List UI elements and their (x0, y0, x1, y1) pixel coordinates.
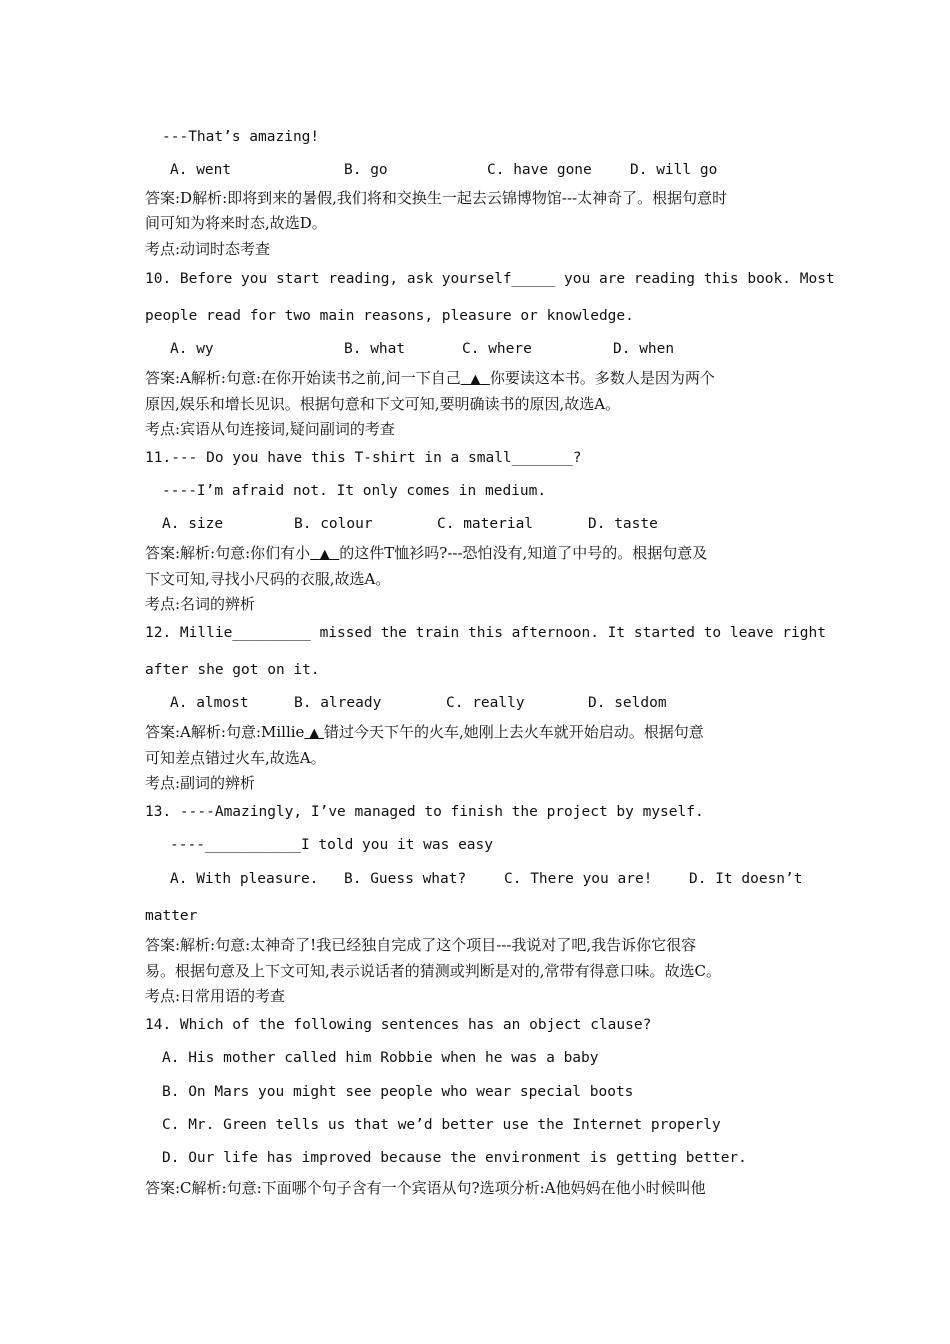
q11-answer-line-1 (145, 543, 707, 565)
q14-answer-line-1: 答案:C解析:句意:下面哪个句子含有一个宾语从句?选项分析:A他妈妈在他小时候叫他 (145, 1179, 706, 1197)
q9-answer-line-2: 间可知为将来时态,故选D。 (145, 214, 327, 232)
answer-lead: 答案:A解析:句意:Millie (145, 723, 305, 741)
q14-option-c: C. Mr. Green tells us that we’d better use the Internet properly (162, 1117, 721, 1133)
q9-answer-line-1: 答案:D解析:即将到来的暑假,我们将和交换生一起去云锦博物馆---太神奇了。根据句意时 (145, 189, 728, 207)
q12-option-d: D. seldom (588, 695, 667, 711)
blank-triangle-icon: ▲ (470, 372, 481, 387)
q11-option-a: A. size (162, 516, 224, 532)
q11-stem-line-2: ----I’m afraid not. It only comes in medium. (162, 483, 547, 499)
q10-stem-line-2: people read for two main reasons, pleasure or knowledge. (145, 308, 634, 324)
q9-reply: ---That’s amazing! (162, 129, 320, 145)
q10-option-b: B. what (344, 341, 406, 357)
answer-rest: 你要读这本书。多数人是因为两个 (489, 369, 715, 387)
q13-option-b: B. Guess what? (344, 871, 467, 887)
q13-answer-line-2: 易。根据句意及上下文可知,表示说话者的猜测或判断是对的,常带有得意口味。故选C。 (145, 962, 722, 980)
q13-point: 考点:日常用语的考查 (145, 987, 286, 1005)
q11-option-c: C. material (437, 516, 534, 532)
answer-lead: 答案:A解析:句意:在你开始读书之前,问一下自己 (145, 369, 461, 387)
q9-option-b: B. go (344, 162, 388, 178)
q12-option-b: B. already (294, 695, 382, 711)
q9-point: 考点:动词时态考查 (145, 240, 271, 258)
q13-stem-line-2: ----___________I told you it was easy (170, 837, 494, 853)
q12-option-a: A. almost (170, 695, 249, 711)
q13-answer-line-1: 答案:解析:句意:太神奇了!我已经独自完成了这个项目---我说对了吧,我告诉你它很容 (145, 936, 697, 954)
q12-option-c: C. really (446, 695, 525, 711)
q13-option-d: D. It doesn’t (689, 871, 803, 887)
q10-option-a: A. wy (170, 341, 214, 357)
q14-option-b: B. On Mars you might see people who wear special boots (162, 1084, 634, 1100)
q11-stem-line-1: 11.--- Do you have this T-shirt in a small_______? (145, 450, 582, 466)
q13-option-a: A. With pleasure. (170, 871, 319, 887)
q14-option-a: A. His mother called him Robbie when he was a baby (162, 1050, 599, 1066)
q12-stem-line-2: after she got on it. (145, 662, 320, 678)
q11-point: 考点:名词的辨析 (145, 595, 256, 613)
q11-option-b: B. colour (294, 516, 373, 532)
q9-option-a: A. went (170, 162, 232, 178)
q10-answer-line-2: 原因,娱乐和增长见识。根据句意和下文可知,要明确读书的原因,故选A。 (145, 395, 621, 413)
q10-point: 考点:宾语从句连接词,疑问副词的考查 (145, 420, 395, 438)
blank-triangle-icon: ▲ (319, 547, 330, 562)
answer-rest: 错过今天下午的火车,她刚上去火车就开始启动。根据句意 (323, 723, 704, 741)
q14-stem-line-1: 14. Which of the following sentences has an object clause? (145, 1017, 652, 1033)
blank-triangle-icon: ▲ (309, 726, 320, 741)
q12-stem-line-1: 12. Millie_________ missed the train this afternoon. It started to leave right (145, 625, 826, 641)
q12-point: 考点:副词的辨析 (145, 774, 256, 792)
q13-option-c: C. There you are! (504, 871, 653, 887)
q12-answer-line-1 (145, 722, 704, 744)
q9-option-d: D. will go (630, 162, 718, 178)
q14-option-d: D. Our life has improved because the environment is getting better. (162, 1150, 747, 1166)
answer-lead: 答案:解析:句意:你们有小 (145, 544, 311, 562)
q13-stem-line-1: 13. ----Amazingly, I’ve managed to finish the project by myself. (145, 804, 704, 820)
q12-answer-line-2: 可知差点错过火车,故选A。 (145, 749, 326, 767)
q9-option-c: C. have gone (487, 162, 592, 178)
q10-stem-line-1: 10. Before you start reading, ask yourself_____ you are reading this book. Most (145, 271, 835, 287)
q11-option-d: D. taste (588, 516, 658, 532)
q10-option-c: C. where (462, 341, 532, 357)
q10-answer-line-1 (145, 368, 715, 390)
q10-option-d: D. when (613, 341, 675, 357)
q13-option-d-wrap: matter (145, 908, 198, 924)
answer-rest: 的这件T恤衫吗?---恐怕没有,知道了中号的。根据句意及 (339, 544, 708, 562)
q11-answer-line-2: 下文可知,寻找小尺码的衣服,故选A。 (145, 570, 391, 588)
